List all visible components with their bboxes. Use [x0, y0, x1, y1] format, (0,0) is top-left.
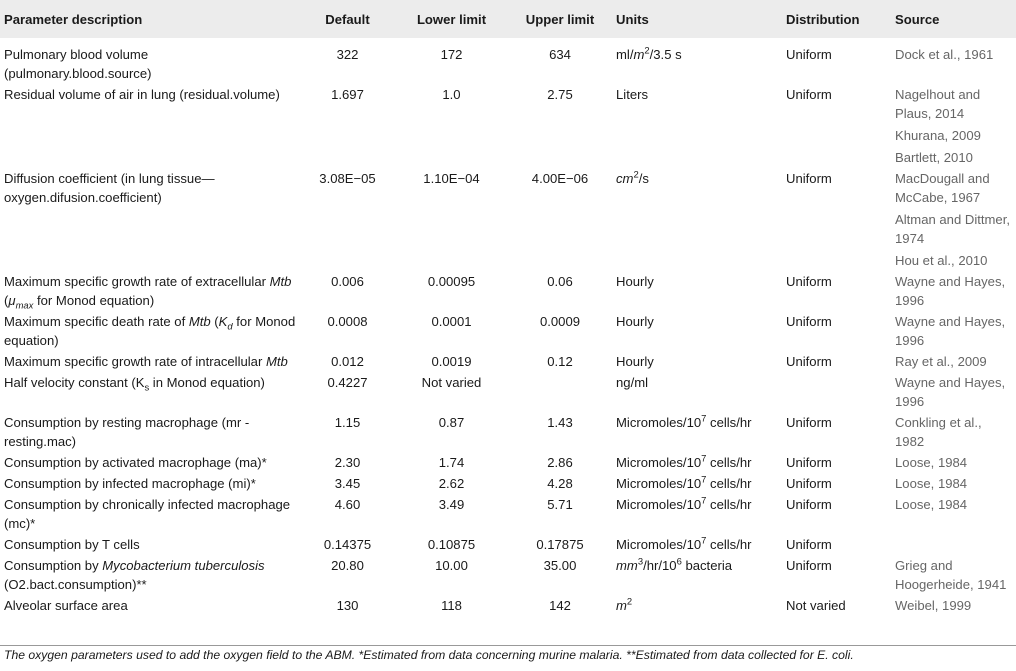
cell-distribution: Uniform [786, 537, 832, 552]
cell-parameter-description: Alveolar surface area [4, 598, 128, 613]
source-reference: Grieg and Hoogerheide, 1941 [895, 558, 1007, 592]
cell-upper-limit: 5.71 [547, 497, 573, 512]
cell-parameter-description: Diffusion coefficient (in lung tissue—oxygen.difusion.coefficient) [4, 171, 215, 205]
cell-source [887, 495, 1016, 535]
header-lower-limit: Lower limit [416, 11, 487, 27]
cell-default: 20.80 [331, 558, 364, 573]
header-source: Source [895, 11, 940, 27]
cell-parameter-description: Consumption by infected macrophage (mi)* [4, 476, 256, 491]
cell-lower-limit: 0.0019 [431, 354, 472, 369]
cell-lower-limit: 1.74 [438, 455, 465, 470]
table-row [0, 169, 1016, 272]
cell-units: $mm^3/hr/10^6$ bacteria [616, 555, 733, 573]
cell-upper-limit: 142 [549, 598, 571, 613]
cell-units: Micromoles/$10^7$ cells/hr [616, 452, 752, 470]
header-distribution: Distribution [786, 11, 860, 27]
source-reference: Nagelhout and Plaus, 2014 [895, 87, 981, 121]
cell-upper-limit: 35.00 [543, 558, 577, 573]
cell-default: 1.15 [334, 415, 361, 430]
cell-default: 130 [336, 598, 359, 613]
cell-default: 4.60 [334, 497, 361, 512]
cell-source [887, 413, 1016, 453]
cell-parameter-description: Maximum specific growth rate of intracellular Mtb [4, 354, 288, 369]
cell-distribution: Uniform [786, 415, 832, 430]
source-reference: Ray et al., 2009 [895, 354, 987, 369]
table-footnote: The oxygen parameters used to add the oxygen field to the ABM. *Estimated from data concerning murine malaria. **Estimated from data collected for E. coli. [4, 648, 854, 662]
source-reference: Altman and Dittmer, 1974 [895, 212, 1010, 246]
cell-distribution: Uniform [786, 87, 832, 102]
source-reference: Loose, 1984 [895, 455, 968, 470]
cell-source [887, 535, 1016, 556]
table-row [0, 495, 1016, 535]
cell-upper-limit: 4.28 [547, 476, 573, 491]
table-row [0, 312, 1016, 352]
cell-units: $m^2$ [616, 595, 633, 613]
header-upper-limit: Upper limit [525, 11, 595, 27]
source-reference: Hou et al., 2010 [895, 253, 988, 268]
cell-parameter-description: Maximum specific death rate of Mtb ($K_d$ for Monod equation) [4, 314, 296, 348]
cell-distribution: Uniform [786, 455, 832, 470]
cell-units: Hourly [616, 314, 654, 329]
source-reference: Wayne and Hayes, 1996 [895, 375, 1006, 409]
cell-parameter-description: Consumption by T cells [4, 537, 140, 552]
table-row [0, 373, 1016, 413]
cell-lower-limit: 0.10875 [427, 537, 476, 552]
source-reference: Wayne and Hayes, 1996 [895, 274, 1006, 308]
source-reference: Loose, 1984 [895, 476, 968, 491]
cell-units: Micromoles/$10^7$ cells/hr [616, 412, 752, 430]
table-row [0, 413, 1016, 453]
cell-lower-limit: 118 [441, 598, 462, 613]
cell-distribution: Uniform [786, 476, 832, 491]
cell-units: Micromoles/$10^7$ cells/hr [616, 494, 752, 512]
cell-upper-limit: 0.06 [547, 274, 573, 289]
header-row [0, 0, 1016, 38]
cell-upper-limit: 2.86 [547, 455, 573, 470]
cell-source [887, 453, 1016, 474]
table-row [0, 474, 1016, 495]
table-row [0, 38, 1016, 85]
cell-distribution: Not varied [786, 598, 846, 613]
cell-source [887, 474, 1016, 495]
table-row [0, 556, 1016, 596]
cell-upper-limit: 0.17875 [536, 537, 584, 552]
source-reference [895, 535, 1012, 554]
header-default: Default [325, 11, 370, 27]
cell-default: 0.14375 [323, 537, 372, 552]
cell-source [887, 38, 1016, 85]
cell-units: $cm^2/s$ [616, 168, 649, 186]
cell-default: 0.006 [331, 274, 364, 289]
cell-parameter-description: Consumption by chronically infected macrophage (mc)* [4, 497, 291, 531]
cell-units: Micromoles/$10^7$ cells/hr [616, 534, 752, 552]
cell-lower-limit: Not varied [421, 375, 482, 390]
cell-distribution: Uniform [786, 314, 832, 329]
table-row [0, 596, 1016, 617]
cell-units: Micromoles/$10^7$ cells/hr [616, 473, 752, 491]
table-row [0, 535, 1016, 556]
source-reference: Loose, 1984 [895, 497, 968, 512]
cell-parameter-description: Maximum specific growth rate of extracellular Mtb ($\mu_{max}$ for Monod equation) [4, 274, 292, 311]
header-units: Units [616, 11, 649, 27]
cell-source [887, 556, 1016, 596]
cell-distribution: Uniform [786, 47, 832, 62]
cell-distribution: Uniform [786, 558, 832, 573]
cell-distribution: Uniform [786, 497, 832, 512]
cell-units: Liters [616, 87, 649, 102]
cell-parameter-description: Residual volume of air in lung (residual.volume) [4, 87, 280, 102]
cell-units: ng/ml [616, 375, 649, 390]
cell-default: 1.697 [331, 87, 364, 102]
cell-distribution: Uniform [786, 171, 832, 186]
cell-source [887, 352, 1016, 373]
cell-parameter-description: Consumption by resting macrophage (mr - resting.mac) [4, 415, 250, 449]
cell-lower-limit: 0.87 [438, 415, 465, 430]
cell-upper-limit [508, 373, 612, 413]
cell-lower-limit: 10.00 [435, 558, 468, 573]
table-row [0, 272, 1016, 312]
source-reference: Dock et al., 1961 [895, 47, 994, 62]
cell-upper-limit: 0.12 [547, 354, 573, 369]
cell-lower-limit: 1.0 [442, 87, 461, 102]
cell-lower-limit: 0.0001 [431, 314, 472, 329]
bottom-rule [0, 645, 1016, 646]
cell-source [887, 373, 1016, 413]
cell-distribution: Uniform [786, 274, 832, 289]
cell-units: $ml/m^2/3.5$ s [616, 44, 682, 62]
source-reference: Bartlett, 2010 [895, 150, 973, 165]
cell-source [887, 272, 1016, 312]
header-parameter-description: Parameter description [4, 11, 143, 27]
cell-units: Hourly [616, 274, 654, 289]
cell-default: 0.012 [331, 354, 364, 369]
cell-units: Hourly [616, 354, 654, 369]
cell-lower-limit: 172 [440, 47, 463, 62]
cell-lower-limit: 2.62 [438, 476, 465, 491]
cell-source [887, 596, 1016, 617]
source-reference: Conkling et al., 1982 [895, 415, 982, 449]
source-reference: Khurana, 2009 [895, 128, 981, 143]
cell-distribution [782, 373, 887, 413]
cell-lower-limit: 1.10E−04 [423, 171, 480, 186]
cell-distribution: Uniform [786, 354, 832, 369]
cell-default: 322 [336, 47, 359, 62]
cell-source [887, 312, 1016, 352]
table-body [0, 38, 1016, 617]
cell-default: 3.45 [334, 476, 361, 491]
cell-default: 3.08E−05 [319, 171, 376, 186]
cell-parameter-description: Consumption by activated macrophage (ma)* [4, 455, 267, 470]
cell-source [887, 169, 1016, 272]
cell-lower-limit: 3.49 [438, 497, 465, 512]
source-reference: Weibel, 1999 [895, 598, 972, 613]
cell-upper-limit: 4.00E−06 [531, 171, 589, 186]
cell-parameter-description: Half velocity constant ($K_s$ in Monod equation) [4, 375, 265, 393]
cell-upper-limit: 1.43 [547, 415, 573, 430]
table-row [0, 453, 1016, 474]
cell-parameter-description: Consumption by Mycobacterium tuberculosis (O2.bact.consumption)** [4, 558, 265, 592]
table-row [0, 352, 1016, 373]
cell-lower-limit: 0.00095 [427, 274, 476, 289]
cell-parameter-description: Pulmonary blood volume (pulmonary.blood.source) [4, 47, 152, 81]
source-reference: Wayne and Hayes, 1996 [895, 314, 1006, 348]
cell-upper-limit: 634 [549, 47, 571, 62]
cell-default: 0.4227 [327, 375, 368, 390]
table-row [0, 85, 1016, 169]
cell-source [887, 85, 1016, 169]
cell-upper-limit: 2.75 [547, 87, 573, 102]
cell-default: 0.0008 [327, 314, 368, 329]
cell-default: 2.30 [334, 455, 361, 470]
source-reference: MacDougall and McCabe, 1967 [895, 171, 990, 205]
cell-upper-limit: 0.0009 [539, 314, 581, 329]
